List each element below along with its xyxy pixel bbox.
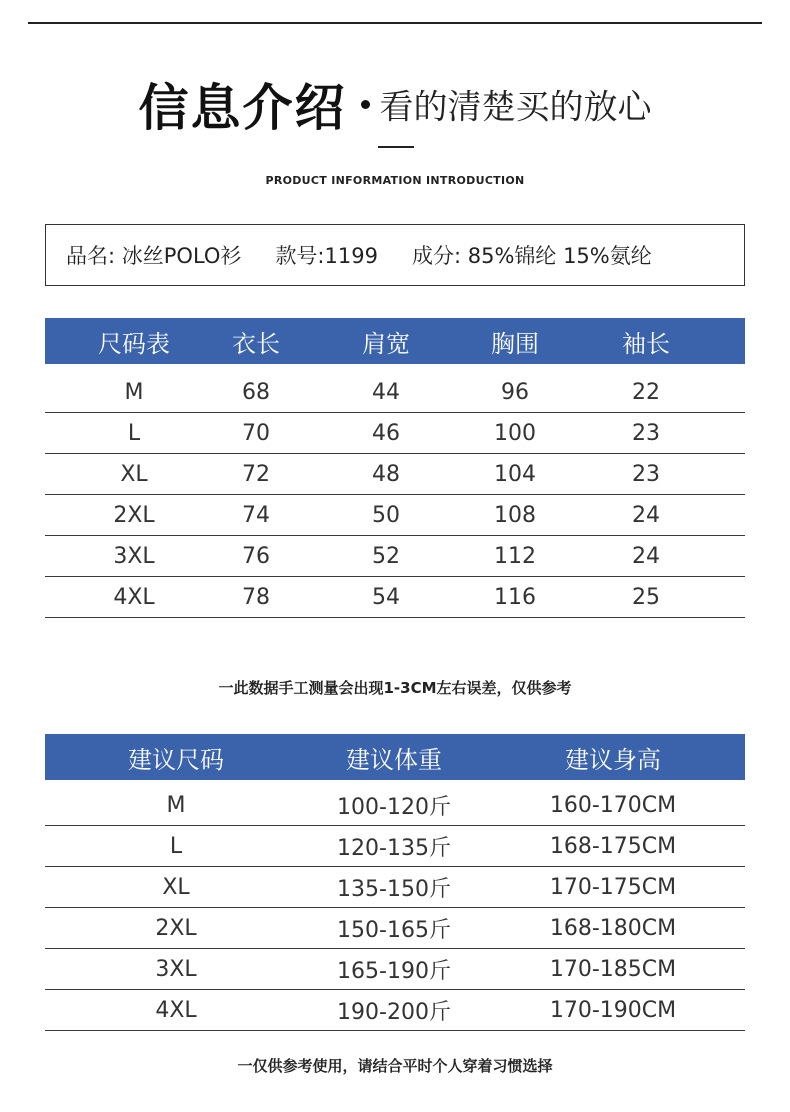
table-cell: 96 [501,379,529,405]
table-cell: 135-150斤 [337,876,451,902]
header-cell-rec-height: 建议身高 [565,745,661,774]
table-cell: 72 [242,461,270,487]
table-row [45,372,745,413]
product-material: 成分: 85%锦纶 15%氨纶 [411,244,652,268]
table-cell: 76 [242,543,270,569]
table-cell: 168-175CM [549,833,677,859]
table-cell: 22 [632,379,660,405]
table-row [45,454,745,495]
table-cell: 170-185CM [549,956,677,982]
table-cell: 150-165斤 [337,917,451,943]
table-cell: 165-190斤 [337,958,451,984]
table-cell: 170-190CM [549,997,677,1023]
table-row [45,826,745,867]
recommendation-table [45,734,745,1031]
table-cell: 46 [372,420,400,446]
table-cell: 4XL [113,584,155,610]
header-cell-length: 衣长 [232,329,280,358]
header-cell-rec-weight: 建议体重 [346,745,442,774]
table-cell: 25 [632,584,660,610]
header-cell-rec-size: 建议尺码 [128,745,224,774]
table-cell: 48 [372,461,400,487]
table-cell: 2XL [113,502,155,528]
table-cell: 4XL [155,997,197,1023]
table-cell: 54 [372,584,400,610]
product-info-box [45,224,745,286]
table-cell: XL [162,874,190,900]
page-subtitle: PRODUCT INFORMATION INTRODUCTION [265,174,525,187]
table-cell: 168-180CM [549,915,677,941]
table-row [45,990,745,1031]
table-row [45,413,745,454]
table-cell: 24 [632,543,660,569]
table-cell: 3XL [113,543,155,569]
table-cell: 68 [242,379,270,405]
table-cell: 70 [242,420,270,446]
header-cell-chest: 胸围 [491,329,539,358]
product-name: 品名: 冰丝POLO衫 [66,244,242,268]
table-row [45,867,745,908]
table-cell: 74 [242,502,270,528]
header-cell-shoulder: 肩宽 [362,329,410,358]
top-divider [28,22,762,24]
table-cell: M [166,792,186,818]
table-cell: 23 [632,420,660,446]
table-cell: 190-200斤 [337,999,451,1025]
usage-note: 一仅供参考使用，请结合平时个人穿着习惯选择 [237,1057,553,1075]
table-row [45,785,745,826]
title-underline [378,146,414,148]
product-model: 款号:1199 [275,244,378,268]
title-main: 信息介绍 [138,79,347,137]
table-cell: M [124,379,144,405]
table-cell: L [127,420,141,446]
table-cell: 170-175CM [549,874,677,900]
table-row [45,908,745,949]
table-row [45,577,745,618]
table-cell: 24 [632,502,660,528]
table-cell: 160-170CM [549,792,677,818]
title-dot-icon [361,100,370,109]
table-cell: 108 [494,502,536,528]
table-cell: 78 [242,584,270,610]
table-cell: 116 [494,584,536,610]
table-cell: 112 [494,543,536,569]
table-row [45,949,745,990]
table-row [45,495,745,536]
table-row [45,536,745,577]
page-title [0,68,790,140]
table-cell: 100-120斤 [337,794,451,820]
table-cell: 3XL [155,956,197,982]
table-cell: XL [120,461,148,487]
table-cell: L [169,833,183,859]
table-cell: 50 [372,502,400,528]
size-table [45,318,745,618]
measurement-note: 一此数据手工测量会出现1-3CM左右误差，仅供参考 [218,679,572,697]
size-table-header [45,318,745,364]
header-cell-size: 尺码表 [98,329,170,358]
title-sub: 看的清楚买的放心 [379,87,652,128]
recommendation-table-header [45,734,745,780]
table-cell: 52 [372,543,400,569]
table-cell: 2XL [155,915,197,941]
table-cell: 104 [494,461,536,487]
table-cell: 44 [372,379,400,405]
table-cell: 100 [494,420,536,446]
table-cell: 120-135斤 [337,835,451,861]
header-cell-sleeve: 袖长 [622,329,670,358]
table-cell: 23 [632,461,660,487]
